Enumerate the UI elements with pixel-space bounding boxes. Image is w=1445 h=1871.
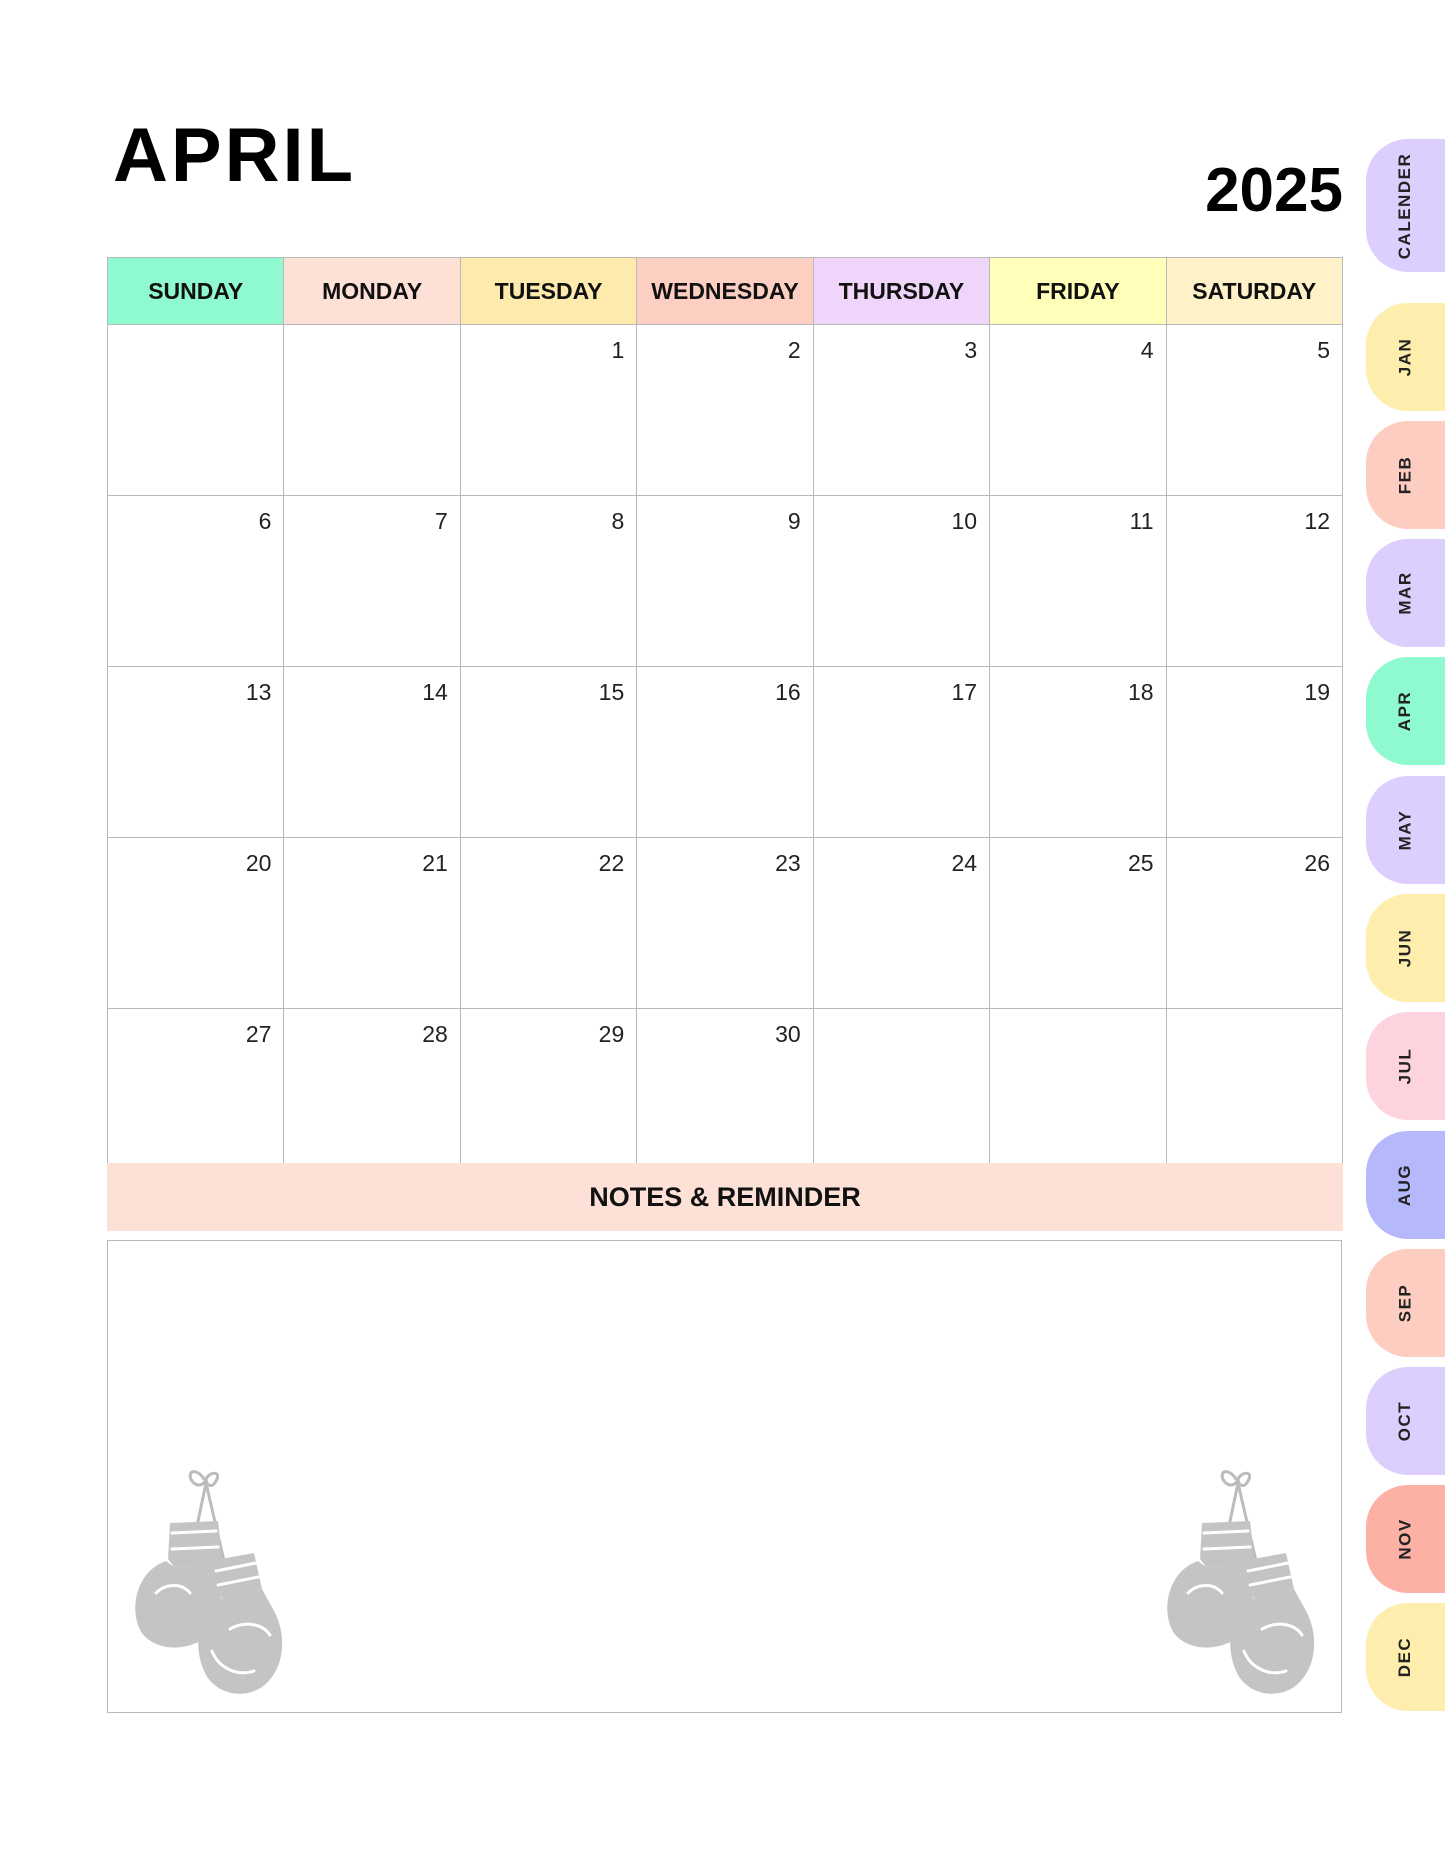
day-cell-2[interactable]: 2 — [637, 325, 813, 496]
tab-label: AUG — [1395, 1163, 1415, 1207]
day-cell-20[interactable]: 20 — [108, 838, 284, 1009]
month-title: APRIL — [113, 113, 356, 198]
year-title: 2025 — [1205, 156, 1343, 225]
tab-label: MAY — [1395, 809, 1415, 851]
day-cell-19[interactable]: 19 — [1166, 667, 1342, 838]
day-cell-8[interactable]: 8 — [460, 496, 636, 667]
day-cell-3[interactable]: 3 — [813, 325, 989, 496]
day-cell-10[interactable]: 10 — [813, 496, 989, 667]
day-cell-18[interactable]: 18 — [990, 667, 1166, 838]
calendar-week-row — [108, 1009, 1343, 1180]
day-cell-9[interactable]: 9 — [637, 496, 813, 667]
day-cell-30[interactable]: 30 — [637, 1009, 813, 1180]
tab-oct[interactable] — [1366, 1367, 1445, 1475]
weekday-monday: MONDAY — [284, 258, 460, 325]
day-cell-empty[interactable] — [813, 1009, 989, 1180]
tab-calender[interactable] — [1366, 139, 1445, 272]
day-cell-12[interactable]: 12 — [1166, 496, 1342, 667]
boxing-gloves-icon — [126, 1461, 296, 1701]
tab-aug[interactable] — [1366, 1131, 1445, 1239]
tab-apr[interactable] — [1366, 657, 1445, 765]
day-cell-21[interactable]: 21 — [284, 838, 460, 1009]
day-cell-6[interactable]: 6 — [108, 496, 284, 667]
tab-label: JAN — [1395, 337, 1415, 377]
day-cell-14[interactable]: 14 — [284, 667, 460, 838]
day-cell-empty[interactable] — [990, 1009, 1166, 1180]
day-cell-24[interactable]: 24 — [813, 838, 989, 1009]
tab-label: JUL — [1395, 1047, 1415, 1085]
calendar-week-row — [108, 496, 1343, 667]
tab-label: DEC — [1395, 1636, 1415, 1678]
notes-area[interactable] — [107, 1240, 1342, 1713]
day-cell-29[interactable]: 29 — [460, 1009, 636, 1180]
tab-nov[interactable] — [1366, 1485, 1445, 1593]
tab-jun[interactable] — [1366, 894, 1445, 1002]
day-cell-22[interactable]: 22 — [460, 838, 636, 1009]
tab-dec[interactable] — [1366, 1603, 1445, 1711]
weekday-sunday: SUNDAY — [108, 258, 284, 325]
calendar-week-row — [108, 667, 1343, 838]
weekday-friday: FRIDAY — [990, 258, 1166, 325]
day-cell-11[interactable]: 11 — [990, 496, 1166, 667]
tab-label: NOV — [1395, 1518, 1415, 1560]
day-cell-1[interactable]: 1 — [460, 325, 636, 496]
weekday-saturday: SATURDAY — [1166, 258, 1342, 325]
day-cell-empty[interactable] — [1166, 1009, 1342, 1180]
day-cell-25[interactable]: 25 — [990, 838, 1166, 1009]
tab-sep[interactable] — [1366, 1249, 1445, 1357]
calendar-week-row — [108, 325, 1343, 496]
day-cell-16[interactable]: 16 — [637, 667, 813, 838]
calendar-body — [108, 325, 1343, 1180]
day-cell-empty[interactable] — [284, 325, 460, 496]
day-cell-empty[interactable] — [108, 325, 284, 496]
tab-label: APR — [1395, 690, 1415, 732]
calendar-grid — [107, 257, 1343, 1180]
boxing-gloves-icon — [1158, 1461, 1328, 1701]
day-cell-26[interactable]: 26 — [1166, 838, 1342, 1009]
day-cell-4[interactable]: 4 — [990, 325, 1166, 496]
day-cell-23[interactable]: 23 — [637, 838, 813, 1009]
tab-label: CALENDER — [1395, 152, 1415, 259]
tab-jul[interactable] — [1366, 1012, 1445, 1120]
day-cell-13[interactable]: 13 — [108, 667, 284, 838]
day-cell-15[interactable]: 15 — [460, 667, 636, 838]
tab-label: MAR — [1395, 571, 1415, 615]
tab-label: OCT — [1395, 1400, 1415, 1442]
weekday-tuesday: TUESDAY — [460, 258, 636, 325]
tab-label: SEP — [1395, 1283, 1415, 1323]
calendar-week-row — [108, 838, 1343, 1009]
weekday-thursday: THURSDAY — [813, 258, 989, 325]
day-cell-27[interactable]: 27 — [108, 1009, 284, 1180]
weekday-header-row — [108, 258, 1343, 325]
tab-jan[interactable] — [1366, 303, 1445, 411]
weekday-wednesday: WEDNESDAY — [637, 258, 813, 325]
day-cell-28[interactable]: 28 — [284, 1009, 460, 1180]
tab-feb[interactable] — [1366, 421, 1445, 529]
tab-label: FEB — [1395, 455, 1415, 495]
day-cell-7[interactable]: 7 — [284, 496, 460, 667]
day-cell-5[interactable]: 5 — [1166, 325, 1342, 496]
tab-may[interactable] — [1366, 776, 1445, 884]
notes-header — [107, 1163, 1343, 1231]
tab-mar[interactable] — [1366, 539, 1445, 647]
tab-label: JUN — [1395, 928, 1415, 968]
notes-title: NOTES & REMINDER — [589, 1181, 861, 1212]
day-cell-17[interactable]: 17 — [813, 667, 989, 838]
